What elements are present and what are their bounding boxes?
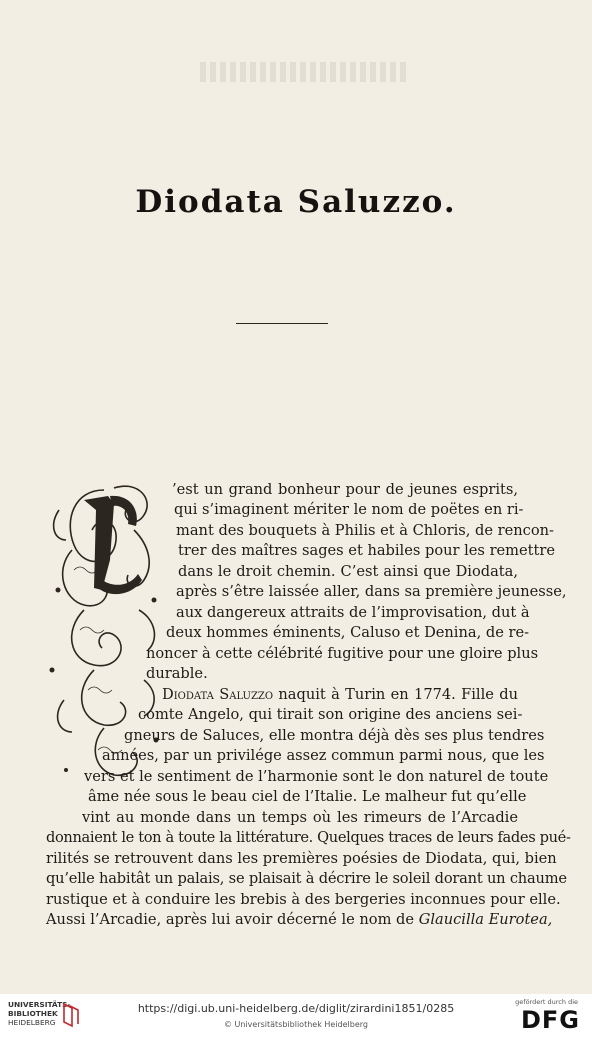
text-line: trer des maîtres sages et habiles pour les remettre	[178, 542, 555, 559]
text-line: rustique et à conduire les brebis à des bergeries inconnues pour elle.	[46, 891, 561, 908]
text-line: noncer à cette célébrité fugitive pour une gloire plus	[146, 645, 539, 662]
logo-line: UNIVERSITÄTS-	[8, 1000, 71, 1009]
text-line: qu’elle habitât un palais, se plaisait à décrire le soleil dorant un chaume	[46, 870, 567, 887]
text-line: donnaient le ton à toute la littérature. Quelques traces de leurs fades pué-	[46, 829, 571, 846]
funding-caption: gefördert durch die	[515, 998, 578, 1006]
text-line	[162, 685, 518, 706]
text-line: rilités se retrouvent dans les premières poésies de Diodata, qui, bien	[46, 850, 557, 867]
title-divider	[236, 323, 328, 324]
text-line: vers et le sentiment de l’harmonie sont le don naturel de toute	[84, 768, 549, 785]
text-line: années, par un privilége assez commun parmi nous, que les	[102, 747, 545, 764]
text-line: aux dangereux attraits de l’improvisation, dut à	[176, 604, 530, 621]
logo-line: HEIDELBERG	[8, 1018, 56, 1027]
logo-line: BIBLIOTHEK	[8, 1009, 58, 1018]
footer-bar	[0, 994, 592, 1038]
author-name: Diodata Saluzzo	[162, 686, 274, 703]
dfg-logo: DFG	[520, 1006, 580, 1034]
source-url-link[interactable]: https://digi.ub.uni-heidelberg.de/diglit/zirardini1851/0285	[137, 1002, 455, 1015]
text-line: mant des bouquets à Philis et à Chloris, de rencon-	[176, 522, 554, 539]
text-line	[46, 910, 553, 931]
text-line: après s’être laissée aller, dans sa première jeunesse,	[176, 583, 567, 600]
text-line: âme née sous le beau ciel de l’Italie. Le malheur fut qu’elle	[88, 788, 527, 805]
text-line: deux hommes éminents, Caluso et Denina, de re-	[166, 624, 530, 641]
text-line: durable.	[146, 665, 208, 682]
text-line: gneurs de Saluces, elle montra déjà dès ses plus tendres	[124, 727, 545, 744]
text-line: vint au monde dans un temps où les rimeurs de l’Arcadie	[82, 809, 518, 826]
text-span: naquit à Turin en 1774. Fille du	[273, 686, 518, 703]
copyright-text: © Universitätsbibliothek Heidelberg	[223, 1020, 368, 1029]
bleed-through-text	[200, 62, 410, 82]
italic-name: Glaucilla Eurotea,	[418, 911, 553, 928]
text-line: comte Angelo, qui tirait son origine des anciens sei-	[138, 706, 523, 723]
text-span: Aussi l’Arcadie, après lui avoir décerné le nom de	[46, 911, 419, 928]
text-line: qui s’imaginent mériter le nom de poëtes en ri-	[174, 501, 524, 518]
text-line: dans le droit chemin. C’est ainsi que Diodata,	[178, 563, 518, 580]
text-line: ’est un grand bonheur pour de jeunes esprits,	[172, 481, 518, 498]
page-title: Diodata Saluzzo.	[135, 184, 457, 220]
